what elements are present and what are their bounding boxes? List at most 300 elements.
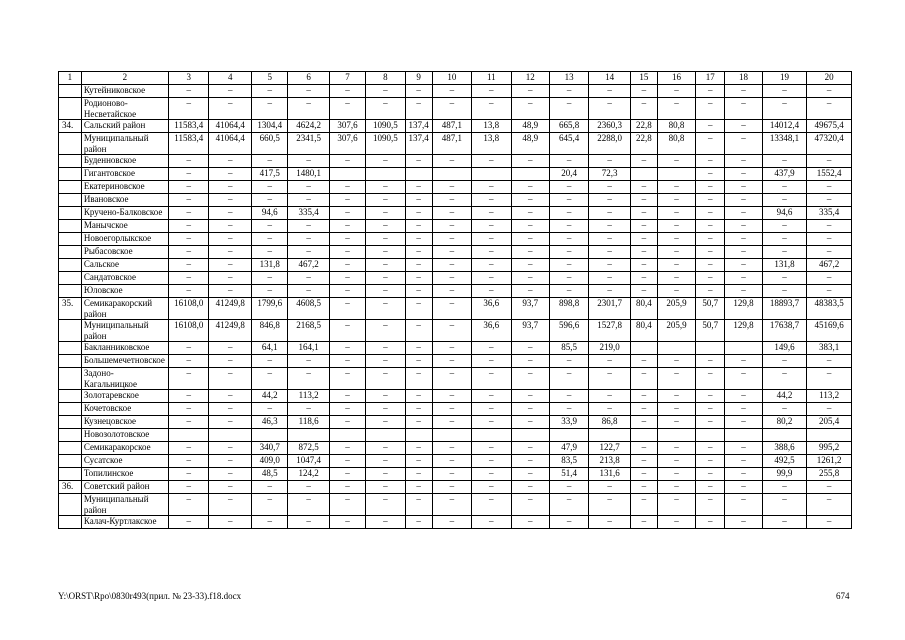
table-cell: – bbox=[762, 98, 807, 120]
table-cell bbox=[696, 342, 725, 355]
table-cell: 16108,0 bbox=[169, 320, 209, 342]
table-cell: – bbox=[366, 194, 405, 207]
table-cell: – bbox=[366, 403, 405, 416]
table-cell: – bbox=[405, 285, 432, 298]
table-cell: – bbox=[696, 207, 725, 220]
table-cell: – bbox=[329, 416, 365, 429]
table-cell: 137,4 bbox=[405, 120, 432, 133]
table-cell: – bbox=[589, 233, 631, 246]
table-cell: – bbox=[366, 368, 405, 390]
table-cell: 16108,0 bbox=[169, 298, 209, 320]
table-cell: – bbox=[762, 481, 807, 494]
table-cell: – bbox=[807, 481, 852, 494]
table-cell: – bbox=[696, 390, 725, 403]
table-cell: – bbox=[657, 285, 695, 298]
table-cell: – bbox=[472, 368, 511, 390]
table-cell bbox=[329, 168, 365, 181]
table-cell: 872,5 bbox=[288, 442, 330, 455]
table-cell: – bbox=[511, 468, 549, 481]
table-cell: – bbox=[472, 272, 511, 285]
row-number: 34. bbox=[59, 120, 82, 133]
table-cell: 46,3 bbox=[252, 416, 288, 429]
table-cell: – bbox=[511, 455, 549, 468]
table-cell: 49675,4 bbox=[807, 120, 852, 133]
table-cell: – bbox=[589, 355, 631, 368]
table-cell: 1090,5 bbox=[366, 133, 405, 155]
table-cell: – bbox=[630, 85, 657, 98]
table-cell: – bbox=[252, 246, 288, 259]
table-cell: – bbox=[725, 272, 762, 285]
table-cell: – bbox=[405, 455, 432, 468]
column-number: 13 bbox=[549, 72, 588, 85]
table-cell bbox=[807, 429, 852, 442]
table-cell bbox=[511, 168, 549, 181]
table-cell: – bbox=[511, 368, 549, 390]
table-cell: 47,9 bbox=[549, 442, 588, 455]
table-cell: 129,8 bbox=[725, 320, 762, 342]
table-cell: – bbox=[209, 155, 252, 168]
table-cell: – bbox=[511, 516, 549, 529]
settlement-name: Бакланниковское bbox=[81, 342, 168, 355]
table-cell: – bbox=[807, 516, 852, 529]
table-cell: – bbox=[589, 481, 631, 494]
table-cell: 48,9 bbox=[511, 120, 549, 133]
table-cell: – bbox=[405, 233, 432, 246]
table-cell: – bbox=[762, 272, 807, 285]
table-cell bbox=[630, 168, 657, 181]
table-cell: – bbox=[288, 85, 330, 98]
table-cell: – bbox=[725, 207, 762, 220]
table-cell: – bbox=[589, 272, 631, 285]
table-cell: 93,7 bbox=[511, 298, 549, 320]
table-cell: – bbox=[209, 272, 252, 285]
table-cell: – bbox=[807, 285, 852, 298]
table-cell: – bbox=[630, 155, 657, 168]
table-cell: 2168,5 bbox=[288, 320, 330, 342]
table-cell: – bbox=[725, 516, 762, 529]
table-row bbox=[59, 259, 852, 272]
column-number: 14 bbox=[589, 72, 631, 85]
settlement-name: Топилинское bbox=[81, 468, 168, 481]
table-cell: – bbox=[252, 285, 288, 298]
table-cell: 898,8 bbox=[549, 298, 588, 320]
row-number bbox=[59, 194, 82, 207]
settlement-name: Рыбасовское bbox=[81, 246, 168, 259]
table-cell: 1480,1 bbox=[288, 168, 330, 181]
table-cell: – bbox=[511, 442, 549, 455]
table-cell: – bbox=[209, 85, 252, 98]
table-cell: – bbox=[329, 246, 365, 259]
table-cell: – bbox=[511, 416, 549, 429]
table-cell: – bbox=[696, 455, 725, 468]
table-cell: – bbox=[630, 181, 657, 194]
table-cell: – bbox=[472, 194, 511, 207]
table-cell: – bbox=[366, 355, 405, 368]
table-cell: – bbox=[366, 481, 405, 494]
table-cell: – bbox=[511, 259, 549, 272]
table-cell: – bbox=[511, 155, 549, 168]
table-cell: – bbox=[725, 416, 762, 429]
table-cell: – bbox=[589, 403, 631, 416]
table-cell: – bbox=[589, 194, 631, 207]
settlement-name: Кручено-Балковское bbox=[81, 207, 168, 220]
table-cell: – bbox=[657, 207, 695, 220]
table-cell: – bbox=[696, 368, 725, 390]
table-cell: – bbox=[432, 220, 471, 233]
table-cell: 50,7 bbox=[696, 320, 725, 342]
table-cell: – bbox=[511, 207, 549, 220]
table-cell: – bbox=[252, 85, 288, 98]
table-cell bbox=[630, 342, 657, 355]
table-cell: 487,1 bbox=[432, 133, 471, 155]
table-cell bbox=[657, 342, 695, 355]
settlement-name: Сусатское bbox=[81, 455, 168, 468]
table-cell: 383,1 bbox=[807, 342, 852, 355]
table-cell: – bbox=[657, 455, 695, 468]
settlement-name: Калач-Куртлакское bbox=[81, 516, 168, 529]
table-cell: 1799,6 bbox=[252, 298, 288, 320]
row-number bbox=[59, 516, 82, 529]
table-cell: – bbox=[807, 494, 852, 516]
table-cell: – bbox=[329, 233, 365, 246]
table-cell: – bbox=[209, 481, 252, 494]
table-cell: – bbox=[630, 194, 657, 207]
table-cell: – bbox=[657, 220, 695, 233]
table-cell: – bbox=[405, 416, 432, 429]
table-cell: – bbox=[630, 285, 657, 298]
table-cell bbox=[432, 429, 471, 442]
table-cell: – bbox=[549, 516, 588, 529]
table-cell: – bbox=[432, 155, 471, 168]
table-cell: – bbox=[630, 403, 657, 416]
table-cell: – bbox=[329, 181, 365, 194]
table-cell: – bbox=[252, 516, 288, 529]
table-row bbox=[59, 298, 852, 320]
table-cell: – bbox=[630, 455, 657, 468]
table-cell: – bbox=[169, 207, 209, 220]
table-cell: – bbox=[549, 272, 588, 285]
table-cell: – bbox=[329, 368, 365, 390]
table-cell: – bbox=[511, 181, 549, 194]
table-cell: – bbox=[630, 481, 657, 494]
table-cell: – bbox=[630, 233, 657, 246]
table-cell: – bbox=[366, 233, 405, 246]
table-cell: – bbox=[807, 368, 852, 390]
column-number: 8 bbox=[366, 72, 405, 85]
table-cell: – bbox=[696, 233, 725, 246]
table-cell: – bbox=[169, 85, 209, 98]
table-cell bbox=[252, 429, 288, 442]
table-cell: – bbox=[511, 98, 549, 120]
table-cell: – bbox=[329, 468, 365, 481]
settlement-name: Кутейниковское bbox=[81, 85, 168, 98]
column-number: 2 bbox=[81, 72, 168, 85]
table-cell: – bbox=[472, 481, 511, 494]
table-cell: 99,9 bbox=[762, 468, 807, 481]
table-cell: – bbox=[696, 246, 725, 259]
table-cell: – bbox=[405, 442, 432, 455]
table-cell: – bbox=[405, 246, 432, 259]
table-cell: – bbox=[696, 468, 725, 481]
table-cell: – bbox=[405, 481, 432, 494]
table-cell: – bbox=[252, 355, 288, 368]
table-cell bbox=[209, 429, 252, 442]
row-number bbox=[59, 442, 82, 455]
table-cell: – bbox=[472, 233, 511, 246]
table-cell: 41064,4 bbox=[209, 133, 252, 155]
table-cell: – bbox=[725, 481, 762, 494]
table-cell: – bbox=[725, 368, 762, 390]
table-cell: 113,2 bbox=[807, 390, 852, 403]
table-cell: – bbox=[432, 368, 471, 390]
table-cell: 94,6 bbox=[762, 207, 807, 220]
table-row bbox=[59, 85, 852, 98]
row-number bbox=[59, 429, 82, 442]
table-cell: – bbox=[169, 468, 209, 481]
table-cell: – bbox=[405, 98, 432, 120]
table-cell: 20,4 bbox=[549, 168, 588, 181]
table-cell: – bbox=[252, 220, 288, 233]
table-cell: – bbox=[472, 220, 511, 233]
table-cell: – bbox=[725, 442, 762, 455]
table-cell: – bbox=[329, 259, 365, 272]
table-cell: – bbox=[511, 233, 549, 246]
file-path-footer: Y:\ORST\Rpo\0830r493(прил. № 23-33).f18.docx bbox=[58, 591, 242, 601]
table-cell bbox=[366, 168, 405, 181]
table-cell: – bbox=[366, 85, 405, 98]
table-cell: – bbox=[725, 181, 762, 194]
table-cell: 645,4 bbox=[549, 133, 588, 155]
table-cell: 335,4 bbox=[807, 207, 852, 220]
table-cell: – bbox=[630, 259, 657, 272]
table-cell: – bbox=[589, 220, 631, 233]
table-cell: 72,3 bbox=[589, 168, 631, 181]
row-number bbox=[59, 320, 82, 342]
table-cell: – bbox=[329, 390, 365, 403]
table-cell: – bbox=[807, 181, 852, 194]
table-cell: 437,9 bbox=[762, 168, 807, 181]
table-cell: 22,8 bbox=[630, 133, 657, 155]
table-cell: – bbox=[696, 194, 725, 207]
table-cell: – bbox=[329, 98, 365, 120]
table-cell: – bbox=[696, 168, 725, 181]
table-cell: 1552,4 bbox=[807, 168, 852, 181]
table-cell: – bbox=[329, 442, 365, 455]
table-cell: – bbox=[366, 298, 405, 320]
table-cell: – bbox=[169, 481, 209, 494]
table-cell: – bbox=[725, 390, 762, 403]
table-cell: 118,6 bbox=[288, 416, 330, 429]
column-number: 10 bbox=[432, 72, 471, 85]
column-number: 6 bbox=[288, 72, 330, 85]
table-cell: – bbox=[511, 246, 549, 259]
table-cell: – bbox=[366, 468, 405, 481]
table-row bbox=[59, 416, 852, 429]
table-cell: 137,4 bbox=[405, 133, 432, 155]
table-cell: – bbox=[432, 355, 471, 368]
table-cell: – bbox=[725, 168, 762, 181]
table-cell: – bbox=[549, 98, 588, 120]
table-row bbox=[59, 98, 852, 120]
table-cell: – bbox=[329, 155, 365, 168]
table-cell: – bbox=[405, 368, 432, 390]
table-cell: 11583,4 bbox=[169, 133, 209, 155]
table-cell: – bbox=[696, 155, 725, 168]
table-cell: – bbox=[288, 220, 330, 233]
table-cell: – bbox=[209, 246, 252, 259]
table-cell: – bbox=[329, 455, 365, 468]
settlement-name: Кузнецовское bbox=[81, 416, 168, 429]
table-cell: – bbox=[657, 246, 695, 259]
column-number: 3 bbox=[169, 72, 209, 85]
table-cell: – bbox=[169, 442, 209, 455]
table-cell: – bbox=[209, 181, 252, 194]
table-cell: – bbox=[288, 98, 330, 120]
row-number bbox=[59, 368, 82, 390]
table-cell: – bbox=[209, 494, 252, 516]
table-cell: – bbox=[589, 259, 631, 272]
table-cell: – bbox=[549, 259, 588, 272]
table-cell: – bbox=[657, 85, 695, 98]
table-cell: – bbox=[432, 194, 471, 207]
table-cell: – bbox=[630, 207, 657, 220]
table-cell: – bbox=[725, 259, 762, 272]
table-cell: 47320,4 bbox=[807, 133, 852, 155]
table-row bbox=[59, 403, 852, 416]
table-cell: – bbox=[432, 516, 471, 529]
table-cell: – bbox=[511, 390, 549, 403]
table-cell: – bbox=[696, 85, 725, 98]
table-cell: – bbox=[169, 272, 209, 285]
data-table bbox=[58, 71, 852, 529]
table-cell: – bbox=[405, 220, 432, 233]
table-cell: – bbox=[549, 285, 588, 298]
table-cell: – bbox=[329, 342, 365, 355]
table-cell: – bbox=[725, 133, 762, 155]
table-cell: 255,8 bbox=[807, 468, 852, 481]
table-cell: – bbox=[511, 494, 549, 516]
table-cell: – bbox=[549, 155, 588, 168]
table-cell: – bbox=[169, 181, 209, 194]
table-cell: – bbox=[725, 220, 762, 233]
table-cell: 113,2 bbox=[288, 390, 330, 403]
table-cell: – bbox=[432, 285, 471, 298]
table-cell: – bbox=[252, 181, 288, 194]
table-cell: 205,9 bbox=[657, 320, 695, 342]
table-cell: – bbox=[657, 368, 695, 390]
table-cell: 93,7 bbox=[511, 320, 549, 342]
row-number bbox=[59, 220, 82, 233]
table-cell: 17638,7 bbox=[762, 320, 807, 342]
table-cell: – bbox=[511, 342, 549, 355]
table-cell: – bbox=[511, 355, 549, 368]
table-cell: – bbox=[288, 181, 330, 194]
table-row bbox=[59, 494, 852, 516]
table-cell: – bbox=[589, 368, 631, 390]
table-cell: – bbox=[329, 194, 365, 207]
table-row bbox=[59, 368, 852, 390]
table-cell: – bbox=[209, 194, 252, 207]
table-cell: 80,4 bbox=[630, 320, 657, 342]
table-cell: 4608,5 bbox=[288, 298, 330, 320]
table-cell: – bbox=[657, 390, 695, 403]
table-cell: 4624,2 bbox=[288, 120, 330, 133]
table-cell: – bbox=[405, 181, 432, 194]
column-number: 1 bbox=[59, 72, 82, 85]
table-cell: – bbox=[366, 342, 405, 355]
table-cell: – bbox=[329, 320, 365, 342]
table-cell: – bbox=[630, 220, 657, 233]
table-cell: – bbox=[725, 194, 762, 207]
table-cell: – bbox=[252, 194, 288, 207]
table-cell: – bbox=[405, 298, 432, 320]
table-cell: – bbox=[657, 355, 695, 368]
table-cell: – bbox=[169, 155, 209, 168]
table-row bbox=[59, 220, 852, 233]
table-cell: – bbox=[762, 85, 807, 98]
table-cell: – bbox=[696, 516, 725, 529]
table-cell: – bbox=[762, 181, 807, 194]
table-cell: 467,2 bbox=[288, 259, 330, 272]
table-cell: 80,4 bbox=[630, 298, 657, 320]
table-cell: 44,2 bbox=[252, 390, 288, 403]
table-cell: – bbox=[762, 220, 807, 233]
table-cell: 13348,1 bbox=[762, 133, 807, 155]
table-cell: – bbox=[725, 468, 762, 481]
table-cell: – bbox=[432, 246, 471, 259]
table-cell: 83,5 bbox=[549, 455, 588, 468]
table-cell: – bbox=[807, 246, 852, 259]
table-cell: – bbox=[366, 181, 405, 194]
table-cell: 131,8 bbox=[762, 259, 807, 272]
table-cell: – bbox=[725, 85, 762, 98]
table-cell: – bbox=[252, 272, 288, 285]
table-cell: – bbox=[472, 455, 511, 468]
table-cell: – bbox=[405, 516, 432, 529]
table-cell: – bbox=[549, 403, 588, 416]
table-cell: – bbox=[549, 207, 588, 220]
table-cell: 48383,5 bbox=[807, 298, 852, 320]
table-cell: – bbox=[252, 368, 288, 390]
table-cell: 2301,7 bbox=[589, 298, 631, 320]
table-cell: – bbox=[366, 155, 405, 168]
table-cell: – bbox=[432, 233, 471, 246]
table-cell: 80,8 bbox=[657, 133, 695, 155]
table-row bbox=[59, 516, 852, 529]
table-cell: – bbox=[630, 494, 657, 516]
table-row bbox=[59, 133, 852, 155]
column-number: 16 bbox=[657, 72, 695, 85]
settlement-name: Золотаревское bbox=[81, 390, 168, 403]
column-number: 9 bbox=[405, 72, 432, 85]
row-number bbox=[59, 207, 82, 220]
table-row bbox=[59, 355, 852, 368]
table-cell: – bbox=[329, 355, 365, 368]
table-cell: 492,5 bbox=[762, 455, 807, 468]
settlement-name: Кочетовское bbox=[81, 403, 168, 416]
row-number: 35. bbox=[59, 298, 82, 320]
table-cell: – bbox=[762, 368, 807, 390]
table-cell: – bbox=[329, 207, 365, 220]
table-cell: – bbox=[405, 355, 432, 368]
table-cell: – bbox=[472, 285, 511, 298]
table-cell: 219,0 bbox=[589, 342, 631, 355]
settlement-name: Манычское bbox=[81, 220, 168, 233]
table-cell: 13,8 bbox=[472, 133, 511, 155]
table-row bbox=[59, 320, 852, 342]
table-cell: – bbox=[252, 494, 288, 516]
table-cell: – bbox=[366, 220, 405, 233]
